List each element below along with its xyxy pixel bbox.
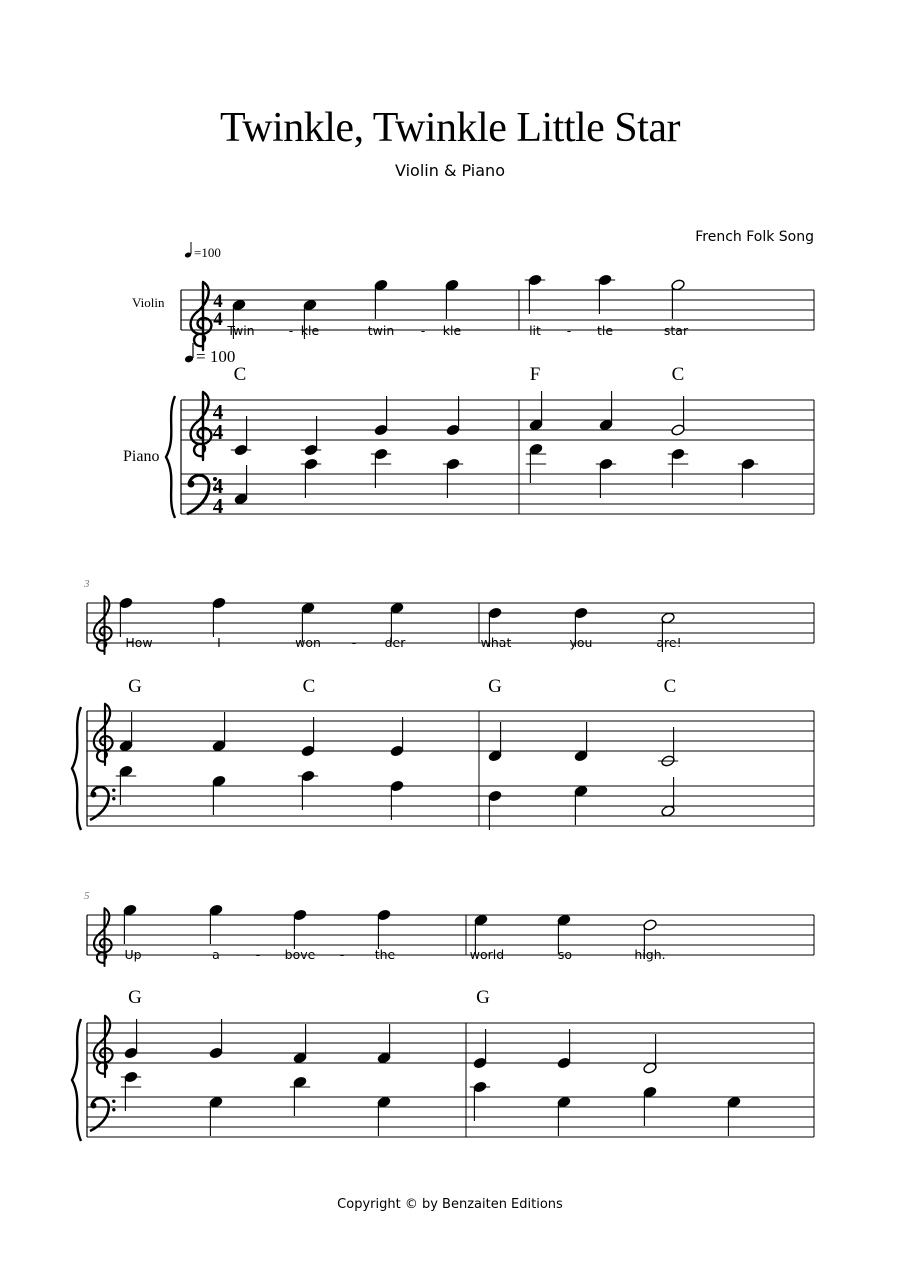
piano-treble-staff [87, 1023, 814, 1063]
quarter-note [293, 1024, 308, 1064]
chord-symbol: C [233, 364, 247, 385]
piano-bass-staff [181, 474, 814, 514]
treble-clef [94, 704, 113, 765]
quarter-note [293, 909, 308, 949]
lyric-hyphen: - [420, 323, 426, 338]
piano-tempo-text: = 100 [196, 347, 236, 366]
lyric-hyphen: - [288, 323, 294, 338]
treble-clef [94, 908, 112, 966]
half-note [661, 777, 676, 817]
quarter-note [738, 458, 758, 498]
lyric-hyphen: - [339, 947, 345, 962]
quarter-note [470, 1081, 490, 1121]
quarter-note [473, 1029, 488, 1069]
lyric-syllable: I [217, 635, 221, 650]
quarter-note [209, 1019, 224, 1059]
piano-bass-staff [87, 786, 814, 826]
chord-symbol: G [128, 987, 142, 1008]
violin-label: Violin [132, 295, 165, 310]
piano-tempo-mark [184, 343, 235, 366]
bass-clef-dot [90, 1103, 96, 1109]
treble-clef [191, 282, 212, 350]
lyric-syllable: bove [284, 947, 316, 962]
lyric-syllable: world [469, 947, 505, 962]
treble-clef-shape [94, 704, 113, 765]
time-signature-lower: 4 [213, 309, 223, 330]
quarter-note [371, 448, 391, 488]
copyright-notice: Copyright © by Benzaiten Editions [337, 1197, 563, 1212]
quarter-note [445, 279, 460, 319]
chord-symbol: C [663, 676, 677, 697]
quarter-note [374, 279, 389, 319]
treble-clef-shape [94, 1016, 113, 1077]
lyric-syllable: what [480, 635, 512, 650]
lyric-syllable: you [569, 635, 593, 650]
lyric-syllable: kle [300, 323, 320, 338]
quarter-note [727, 1096, 742, 1136]
bass-clef-dot [112, 797, 115, 800]
treble-clef-shape [94, 596, 112, 654]
quarter-note [377, 1024, 392, 1064]
violin-tempo-mark [184, 242, 221, 260]
quarter-note [595, 274, 615, 314]
time-signature-upper: 4 [213, 291, 223, 312]
lyric-syllable: Twin [227, 323, 255, 338]
violin-staff [181, 290, 814, 330]
lyric-syllable: Up [124, 947, 142, 962]
quarter-note [123, 904, 138, 944]
quarter-note [124, 1019, 139, 1059]
quarter-note [234, 465, 249, 505]
measure-number: 3 [84, 578, 90, 590]
quarter-note [643, 1086, 658, 1126]
chord-symbol: G [488, 676, 502, 697]
bass-clef-dot [112, 1100, 115, 1103]
quarter-note [119, 712, 134, 752]
bass-clef-dot [188, 481, 195, 488]
violin-staff [87, 915, 814, 955]
quarter-note [574, 785, 589, 825]
lyric-hyphen: - [351, 635, 357, 650]
time-signature-lower: 4 [212, 494, 224, 518]
chord-symbol: G [128, 676, 142, 697]
quarter-note [121, 1071, 141, 1111]
quarter-note [390, 780, 405, 820]
quarter-note [446, 396, 461, 436]
score-title: Twinkle, Twinkle Little Star [220, 105, 680, 151]
time-signature-upper: 4 [212, 400, 224, 424]
quarter-note [557, 1029, 572, 1069]
half-note [671, 279, 686, 319]
piano-label: Piano [123, 448, 160, 465]
treble-clef [94, 596, 112, 654]
quarter-note [298, 770, 318, 810]
quarter-note [290, 1076, 310, 1116]
quarter-note [668, 448, 688, 488]
system-3 [72, 890, 814, 1141]
quarter-note [599, 391, 614, 431]
quarter-note [301, 416, 321, 456]
lyric-hyphen: - [566, 323, 572, 338]
chord-symbol: G [476, 987, 490, 1008]
lyric-syllable: twin [367, 323, 395, 338]
lyric-syllable: der [384, 635, 406, 650]
quarter-note [212, 775, 227, 815]
quarter-note [301, 717, 316, 757]
quarter-note [231, 416, 251, 456]
quarter-note [525, 274, 545, 314]
bass-clef-dot [112, 789, 115, 792]
quarter-note [209, 1096, 224, 1136]
quarter-note [377, 1096, 392, 1136]
lyric-syllable: kle [442, 323, 462, 338]
lyric-hyphen: - [255, 947, 261, 962]
quarter-note [209, 904, 224, 944]
quarter-note [377, 909, 392, 949]
treble-clef [191, 392, 212, 460]
time-signature-upper: 4 [212, 474, 224, 498]
lyric-syllable: so [557, 947, 573, 962]
quarter-note [443, 458, 463, 498]
lyric-syllable: star [663, 323, 689, 338]
measure-number: 5 [84, 890, 90, 902]
quarter-note [116, 765, 136, 805]
lyric-syllable: are! [656, 635, 682, 650]
system-1 [166, 274, 814, 518]
lyric-syllable: high. [634, 947, 666, 962]
half-note [658, 727, 678, 767]
lyric-syllable: won [295, 635, 321, 650]
bass-clef [90, 1098, 116, 1131]
piano-bass-staff [87, 1097, 814, 1137]
quarter-note [526, 443, 546, 483]
composer-credit: French Folk Song [695, 229, 814, 245]
treble-clef [94, 1016, 113, 1077]
piano-brace [72, 707, 81, 830]
piano-treble-staff [181, 400, 814, 440]
lyric-syllable: tle [596, 323, 614, 338]
lyric-syllable: lit [529, 323, 541, 338]
quarter-note [212, 712, 227, 752]
piano-brace [166, 396, 175, 518]
quarter-note [119, 597, 134, 637]
time-signature-lower: 4 [212, 420, 224, 444]
treble-clef-shape [94, 908, 112, 966]
quarter-note [488, 790, 503, 830]
quarter-note [212, 597, 227, 637]
quarter-note [596, 458, 616, 498]
piano-treble-staff [87, 711, 814, 751]
chord-symbol: F [529, 364, 541, 385]
bass-clef [90, 787, 116, 820]
quarter-note [488, 722, 503, 762]
treble-clef-shape [191, 392, 212, 460]
quarter-note [390, 717, 405, 757]
quarter-note [301, 458, 321, 498]
score-subtitle: Violin & Piano [395, 161, 505, 180]
bass-clef-dot [90, 792, 96, 798]
quarter-note [557, 1096, 572, 1136]
lyric-syllable: a [212, 947, 220, 962]
system-2 [72, 578, 814, 830]
half-note [671, 396, 686, 436]
lyric-syllable: the [374, 947, 396, 962]
chord-symbol: C [671, 364, 685, 385]
bass-clef-dot [112, 1108, 115, 1111]
treble-clef-shape [191, 282, 212, 350]
half-note [643, 1034, 658, 1074]
chord-symbol: C [302, 676, 316, 697]
lyric-syllable: How [125, 635, 153, 650]
quarter-note [374, 396, 389, 436]
violin-staff [87, 603, 814, 643]
violin-tempo-text: =100 [194, 245, 221, 260]
piano-brace [72, 1019, 81, 1141]
quarter-note [529, 391, 544, 431]
quarter-note [574, 722, 589, 762]
